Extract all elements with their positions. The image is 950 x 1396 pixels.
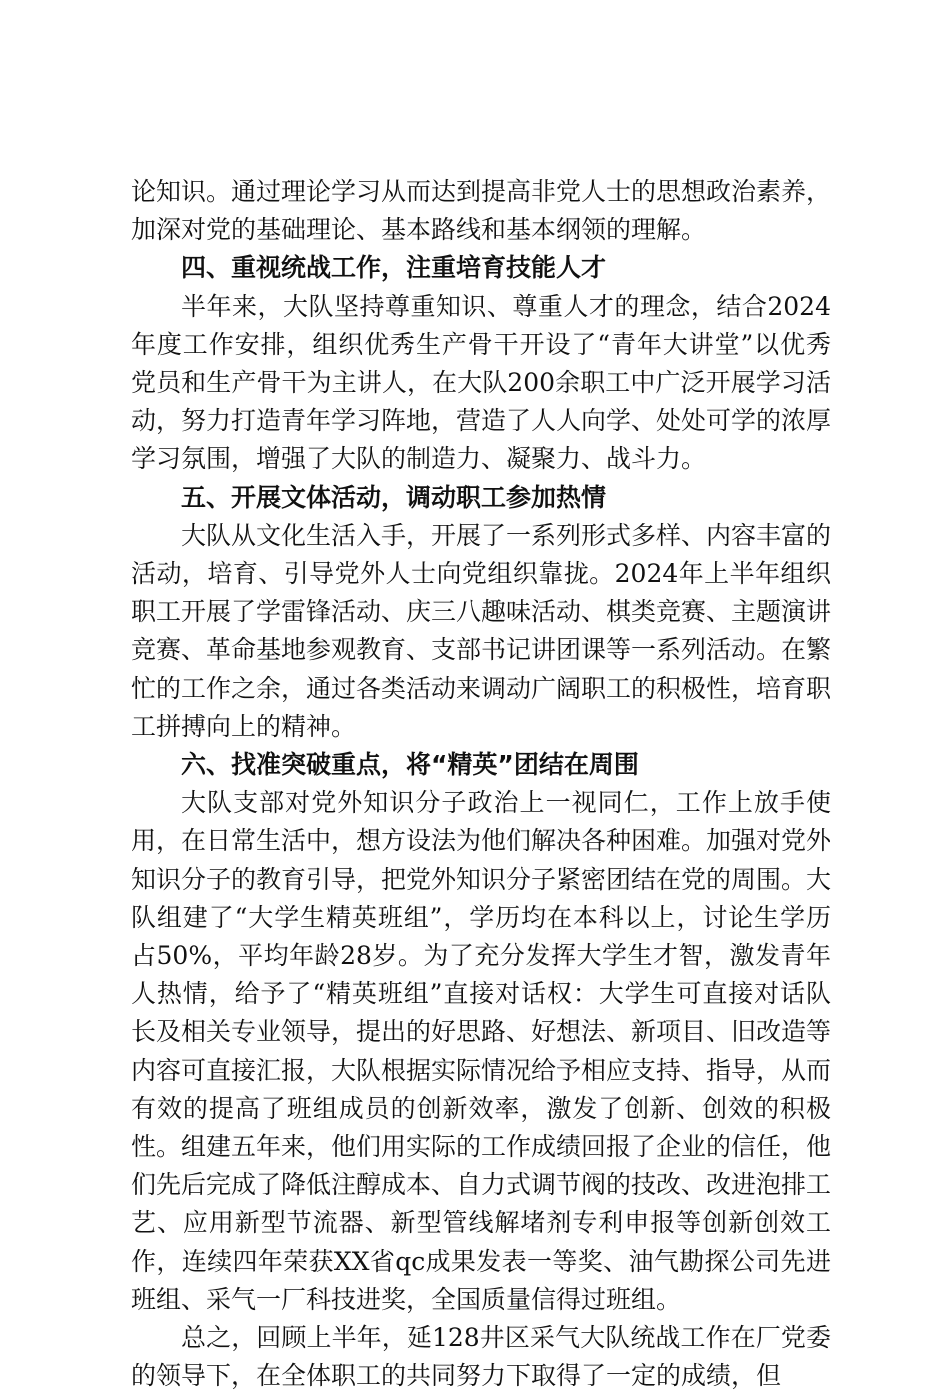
paragraph-elite-team: 大队支部对党外知识分子政治上一视同仁，工作上放手使用，在日常生活中，想方设法为他们解决各种困难。加强对党外知识分子的教育引导，把党外知识分子紧密团结在党的周围。大队组建了“大学生精英班组”，学历均在本科以上，讨论生学历占50%，平均年龄28岁。为了充分发挥大学生才智，激发青年人热情，给予了“精英班组”直接对话权：大学生可直接对话队长及相关专业领导，提出的好思路、好想法、新项目、旧改造等内容可直接汇报，大队根据实际情况给予相应支持、指导，从而有效的提高了班组成员的创新效率，激发了创新、创效的积极性。组建五年来，他们用实际的工作成绩回报了企业的信任，他们先后完成了降低注醇成本、自力式调节阀的技改、改进泡排工艺、应用新型节流器、新型管线解堵剂专利申报等创新创效工作，连续四年荣获XX省qc成果发表一等奖、油气勘探公司先进班组、采气一厂科技进奖，全国质量信得过班组。 [131, 788, 832, 1314]
document-body [131, 173, 831, 1396]
paragraph-summary: 总之，回顾上半年，延128井区采气大队统战工作在厂党委的领导下，在全体职工的共同努力下取得了一定的成绩，但 [131, 1323, 831, 1391]
paragraph-continued: 论知识。通过理论学习从而达到提高非党人士的思想政治素养，加深对党的基础理论、基本路线和基本纲领的理解。 [131, 177, 832, 245]
section-heading-6: 六、找准突破重点，将“精英”团结在周围 [181, 750, 639, 780]
paragraph-youth-lecture: 半年来，大队坚持尊重知识、尊重人才的理念，结合2024年度工作安排，组织优秀生产骨干开设了“青年大讲堂”以优秀党员和生产骨干为主讲人，在大队200余职工中广泛开展学习活动，努力打造青年学习阵地，营造了人人向学、处处可学的浓厚学习氛围，增强了大队的制造力、凝聚力、战斗力。 [131, 291, 832, 474]
section-heading-5: 五、开展文体活动，调动职工参加热情 [181, 482, 607, 512]
section-heading-4: 四、重视统战工作，注重培育技能人才 [181, 253, 607, 283]
paragraph-cultural-activities: 大队从文化生活入手，开展了一系列形式多样、内容丰富的活动，培育、引导党外人士向党组织靠拢。2024年上半年组织职工开展了学雷锋活动、庆三八趣味活动、棋类竞赛、主题演讲竞赛、革命基地参观教育、支部书记讲团课等一系列活动。在繁忙的工作之余，通过各类活动来调动广阔职工的积极性，培育职工拼搏向上的精神。 [131, 520, 832, 741]
